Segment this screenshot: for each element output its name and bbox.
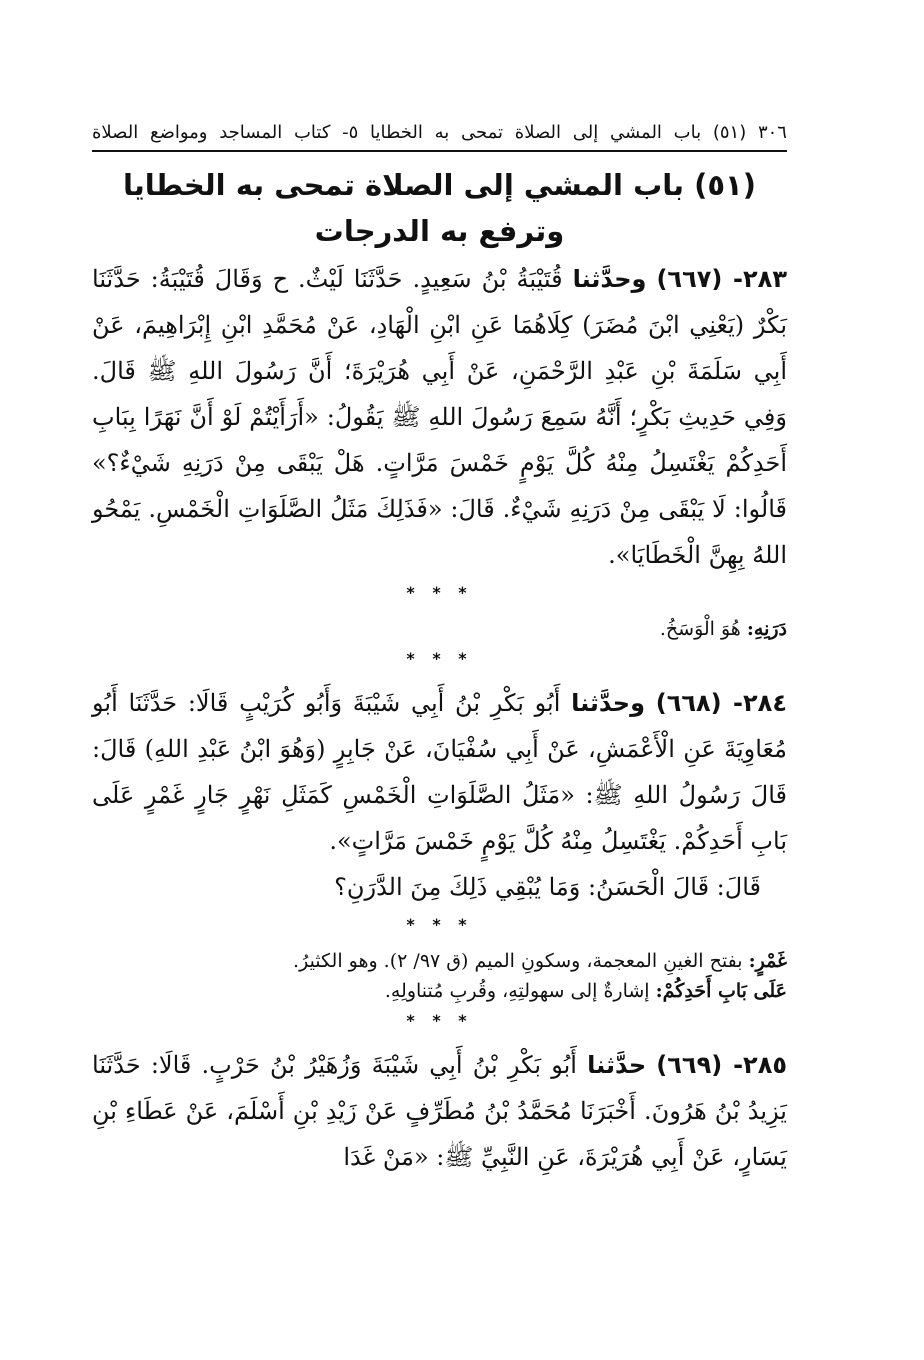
notes-block [92, 946, 787, 1006]
hadith-number: ٢٨٥- (٦٦٩) [656, 1051, 787, 1079]
note-term: غَمْرٍ: [748, 950, 787, 972]
section-separator: * * * [406, 1011, 473, 1030]
running-header [92, 118, 787, 150]
notes-block [92, 614, 787, 644]
hadith-text: أَبُو بَكْرِ بْنُ أَبِي شَيْبَةَ وَزُهَيْرُ بْنُ حَرْبٍ. قَالَا: حَدَّثَنَا يَزِيدُ بْنُ هَرُونَ. أَخْبَرَنَا مُحَمَّدُ بْنُ مُطَرِّفٍ عَنْ زَيْدِ بْنِ أَسْلَمَ، عَنْ عَطَاءِ بْنِ يَسَارٍ، عَنْ أَبِي هُرَيْرَةَ، عَنِ النَّبِيِّ ﷺ: «مَنْ غَدَا [92, 1051, 787, 1171]
document-page [92, 118, 787, 1180]
hadith-284 [92, 680, 787, 910]
hadith-285 [92, 1042, 787, 1180]
hadith-lead: حدَّثنا [587, 1051, 647, 1079]
hadith-lead: وحدَّثنا [571, 689, 645, 717]
note-text: إشارةٌ إلى سهولتِهِ، وقُربِ مُتناولِهِ. [384, 980, 650, 1002]
hadith-number: ٢٨٣- (٦٦٧) [656, 265, 787, 293]
hadith-lead: وحدَّثنا [572, 265, 647, 293]
note-item [92, 614, 787, 644]
hadith-extra: قَالَ: قَالَ الْحَسَنُ: وَمَا يُبْقِي ذَلِكَ مِنَ الدَّرَنِ؟ [334, 873, 761, 901]
note-item [92, 946, 787, 976]
running-title: (٥١) باب المشي إلى الصلاة تمحى به الخطايا ٥- كتاب المساجد ومواضع الصلاة [92, 122, 747, 143]
section-separator: * * * [406, 915, 473, 934]
section-separator: * * * [406, 583, 473, 602]
section-separator: * * * [406, 649, 473, 668]
page-number: ٣٠٦ [757, 122, 787, 143]
note-item [92, 976, 787, 1006]
note-term: دَرَنِهِ: [746, 618, 787, 640]
note-text: بفتح الغينِ المعجمة، وسكونِ الميم (ق ٩٧/ ٢). وهو الكثيرُ. [293, 950, 743, 972]
hadith-text: أَبُو بَكْرِ بْنُ أَبِي شَيْبَةَ وَأَبُو كُرَيْبٍ قَالَا: حَدَّثَنَا أَبُو مُعَاوِيَةَ عَنِ الْأَعْمَشِ، عَنْ أَبِي سُفْيَانَ، عَنْ جَابِرٍ (وَهُوَ ابْنُ عَبْدِ اللهِ) قَالَ: قَالَ رَسُولُ اللهِ ﷺ: «مَثَلُ الصَّلَوَاتِ الْخَمْسِ كَمَثَلِ نَهْرٍ جَارٍ غَمْرٍ عَلَى بَابِ أَحَدِكُمْ. يَغْتَسِلُ مِنْهُ كُلَّ يَوْمٍ خَمْسَ مَرَّاتٍ». [92, 689, 787, 855]
hadith-text: قُتَيْبَةُ بْنُ سَعِيدٍ. حَدَّثَنَا لَيْثٌ. ح وَقَالَ قُتَيْبَةُ: حَدَّثَنَا بَكْرٌ (يَعْنِي ابْنَ مُضَرَ) كِلَاهُمَا عَنِ ابْنِ الْهَادِ، عَنْ مُحَمَّدِ ابْنِ إِبْرَاهِيمَ، عَنْ أَبِي سَلَمَةَ بْنِ عَبْدِ الرَّحْمَنِ، عَنْ أَبِي هُرَيْرَةَ؛ أَنَّ رَسُولَ اللهِ ﷺ قَالَ. وَفِي حَدِيثِ بَكْرٍ؛ أَنَّهُ سَمِعَ رَسُولَ اللهِ ﷺ يَقُولُ: «أَرَأَيْتُمْ لَوْ أَنَّ نَهَرًا بِبَابِ أَحَدِكُمْ يَغْتَسِلُ مِنْهُ كُلَّ يَوْمٍ خَمْسَ مَرَّاتٍ. هَلْ يَبْقَى مِنْ دَرَنِهِ شَيْءٌ؟» قَالُوا: لَا يَبْقَى مِنْ دَرَنِهِ شَيْءٌ. قَالَ: «فَذَلِكَ مَثَلُ الصَّلَوَاتِ الْخَمْسِ. يَمْحُو اللهُ بِهِنَّ الْخَطَايَا». [92, 265, 787, 569]
header-rule [92, 150, 787, 152]
hadith-283 [92, 256, 787, 578]
note-text: هُوَ الْوَسَخُ. [659, 618, 741, 640]
chapter-title: (٥١) باب المشي إلى الصلاة تمحى به الخطايا وترفع به الدرجات [122, 168, 757, 248]
note-term: عَلَى بَابِ أَحَدِكُمْ: [655, 980, 787, 1002]
hadith-number: ٢٨٤- (٦٦٨) [655, 689, 787, 717]
